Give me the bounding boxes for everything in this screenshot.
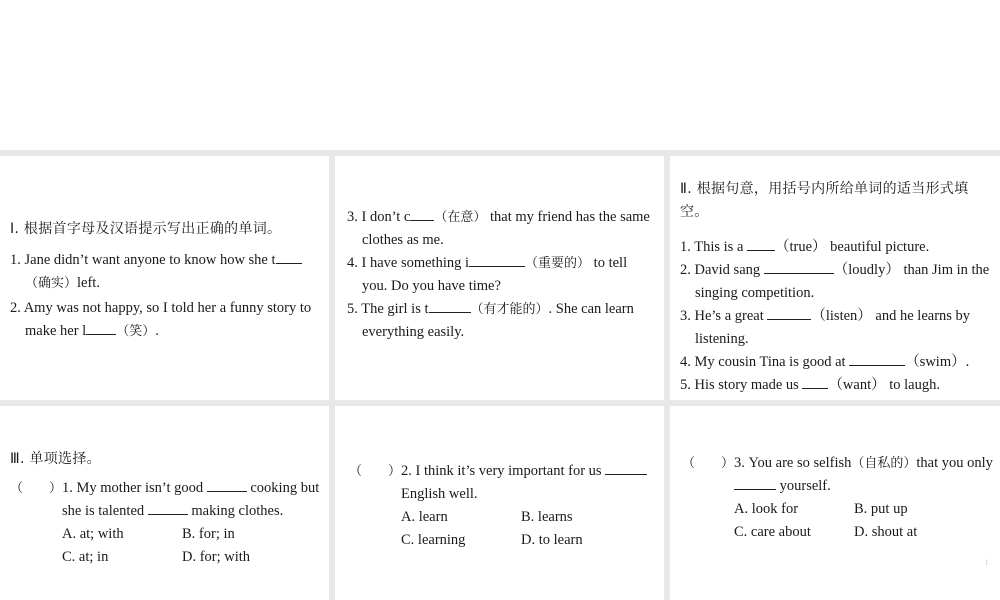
option-d[interactable]: D. for; with	[182, 549, 251, 565]
answer-blank[interactable]	[849, 351, 905, 366]
answer-blank[interactable]	[207, 477, 247, 492]
option-c[interactable]: C. care about	[734, 524, 811, 540]
question-1-2: 2. Amy was not happy, so I told her a funny story to make her l （笑）.	[10, 300, 312, 339]
question-2-2: 2. David sang （loudly） than Jim in the singing competition.	[680, 259, 990, 305]
question-1-3: 3. I don’t c （在意） that my friend has the same clothes as me.	[347, 206, 652, 252]
option-d[interactable]: D. shout at	[854, 524, 918, 540]
answer-blank[interactable]	[605, 460, 647, 475]
answer-blank[interactable]	[276, 249, 302, 264]
top-blank-area	[0, 0, 1000, 148]
question-2-1: 1. This is a （true） beautiful picture.	[680, 236, 990, 259]
mc2-options	[349, 506, 654, 552]
question-2-4: 4. My cousin Tina is good at （swim）.	[680, 351, 990, 374]
section3-heading: Ⅲ. 单项选择。	[10, 451, 101, 467]
panel-section3-part2	[335, 406, 664, 600]
question-1-4: 4. I have something i （重要的） to tell you. Do you have time?	[347, 252, 652, 298]
mc3-options	[682, 498, 990, 544]
option-d[interactable]: D. to learn	[521, 532, 583, 548]
answer-blank[interactable]	[764, 259, 834, 274]
option-b[interactable]: B. put up	[854, 501, 908, 517]
question-2-5: 5. His story made us （want） to laugh.	[680, 374, 990, 397]
option-a[interactable]: A. at; with	[62, 526, 124, 542]
panel-section3-part3	[670, 406, 1000, 600]
panel-section2	[670, 156, 1000, 400]
answer-paren[interactable]: （ ）	[10, 481, 63, 496]
answer-blank[interactable]	[747, 236, 775, 251]
worksheet-grid	[0, 150, 1000, 600]
panel-section3-part1	[0, 406, 329, 600]
option-c[interactable]: C. at; in	[62, 549, 109, 565]
option-c[interactable]: C. learning	[401, 532, 466, 548]
option-b[interactable]: B. learns	[521, 509, 573, 525]
mc1-line1: （ ）1. My mother isn’t good cooking but	[10, 477, 319, 500]
question-1-5: 5. The girl is t （有才能的）. She can learn everything easily.	[347, 298, 652, 344]
answer-blank[interactable]	[734, 475, 776, 490]
answer-blank[interactable]	[429, 298, 471, 313]
mc1-options	[10, 523, 319, 569]
answer-blank[interactable]	[469, 252, 525, 267]
mc3-line1: （ ）3. You are so selfish（自私的）that you only	[682, 455, 993, 471]
mc2-line2: English well.	[401, 486, 478, 502]
answer-blank[interactable]	[767, 305, 811, 320]
answer-blank[interactable]	[410, 206, 434, 221]
panel-section1-part1	[0, 156, 329, 400]
answer-paren[interactable]: （ ）	[349, 464, 402, 479]
option-b[interactable]: B. for; in	[182, 526, 235, 542]
mc1-line2: she is talented making clothes.	[10, 500, 319, 523]
option-a[interactable]: A. look for	[734, 501, 799, 517]
panel-section1-part2	[335, 156, 664, 400]
mc2-line1: （ ）2. I think it’s very important for us	[349, 460, 654, 483]
answer-blank[interactable]	[802, 374, 828, 389]
option-a[interactable]: A. learn	[401, 509, 448, 525]
question-2-3: 3. He’s a great （listen） and he learns by listening.	[680, 305, 990, 351]
section2-heading: Ⅱ. 根据句意，用括号内所给单词的适当形式填空。	[680, 181, 969, 220]
question-1-1: 1. Jane didn’t want anyone to know how she t （确实）left.	[10, 249, 317, 295]
mc3-line2: yourself.	[682, 475, 990, 498]
answer-paren[interactable]: （ ）	[682, 456, 735, 471]
answer-blank[interactable]	[148, 500, 188, 515]
section1-heading: Ⅰ. 根据首字母及汉语提示写出正确的单词。	[10, 221, 282, 237]
answer-blank[interactable]	[86, 320, 116, 335]
corner-mark: ⁝	[985, 558, 988, 567]
